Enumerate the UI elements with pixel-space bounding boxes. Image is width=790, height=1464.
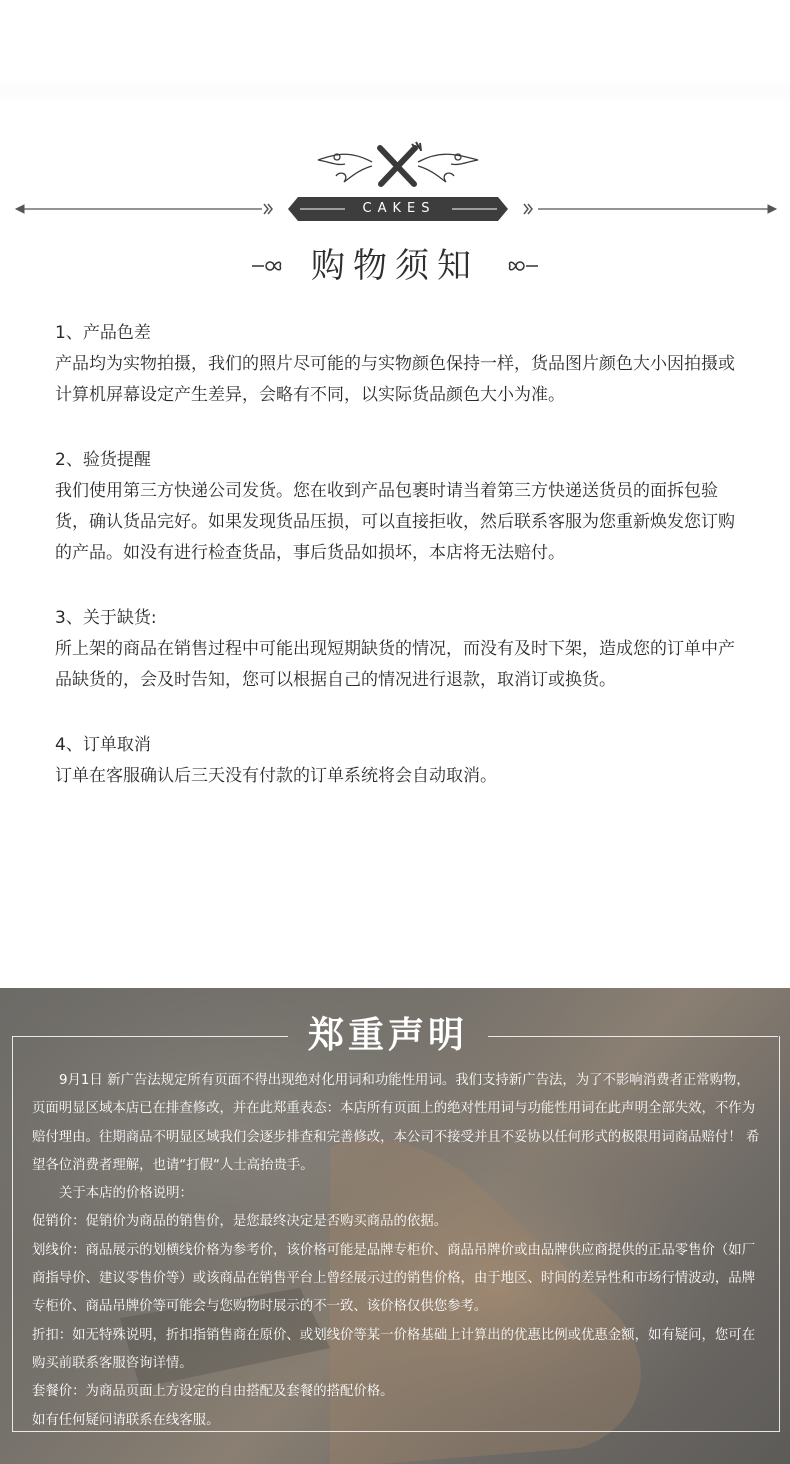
shopping-notice — [55, 318, 745, 826]
cakes-label: CAKES — [362, 201, 436, 216]
declaration-panel — [0, 988, 790, 1464]
declaration-paragraph: 划线价：商品展示的划横线价格为参考价，该价格可能是品牌专柜价、商品吊牌价或由品牌供应商提供的正品零售价（如厂商指导价、建议零售价等）或该商品在销售平台上曾经展示过的销售价格，由于地区、时间的差异性和市场行情波动，品牌专柜价、商品吊牌价等可能会与您购物时展示的不一致、该价格仅供您参考。 — [32, 1242, 756, 1315]
page-title: 购物须知 — [311, 246, 479, 286]
fork-knife-icon — [380, 142, 421, 184]
notice-body: 所上架的商品在销售过程中可能出现短期缺货的情况，而没有及时下架，造成您的订单中产品缺货的，会及时告知，您可以根据自己的情况进行退款，取消订或换货。 — [55, 639, 735, 690]
price-explanation-heading: 关于本店的价格说明： — [59, 1186, 193, 1202]
section-title — [0, 238, 790, 294]
notice-section — [55, 730, 745, 792]
declaration-text — [32, 1067, 762, 1435]
declaration-paragraph: 折扣：如无特殊说明，折扣指销售商在原价、或划线价等某一价格基础上计算出的优惠比例或优惠金额，如有疑问，您可在购买前联系客服咨询详情。 — [32, 1327, 756, 1371]
notice-body: 我们使用第三方快递公司发货。您在收到产品包裹时请当着第三方快递送货员的面拆包验货，确认货品完好。如果发现货品压损，可以直接拒收，然后联系客服为您重新焕发您订购的产品。如没有进行检查货品，事后货品如损坏，本店将无法赔付。 — [55, 481, 735, 563]
declaration-paragraph: 如有任何疑问请联系在线客服。 — [32, 1412, 220, 1428]
left-arrow-line — [16, 204, 272, 214]
declaration-paragraph: 促销价：促销价为商品的销售价，是您最终决定是否购买商品的依据。 — [32, 1214, 448, 1230]
notice-body: 订单在客服确认后三天没有付款的订单系统将会自动取消。 — [55, 766, 497, 786]
declaration-paragraph: 9月1日 新广告法规定所有页面不得出现绝对化用词和功能性用词。我们支持新广告法，为了不影响消费者正常购物，页面明显区域本店已在排查修改，并在此郑重表态：本店所有页面上的绝对性用词与功能性用词在此声明全部失效，不作为赔付理由。往期商品不明显区域我们会逐步排查和完善修改，本公司不接受并且不妥协以任何形式的极限用词商品赔付！ 希望各位消费者理解，也请“打假“人士高抬贵手。 — [32, 1073, 760, 1173]
right-arrow-line — [524, 204, 776, 214]
notice-body: 产品均为实物拍摄，我们的照片尽可能的与实物颜色保持一样，货品图片颜色大小因拍摄或计算机屏幕设定产生差异，会略有不同，以实际货品颜色大小为准。 — [55, 354, 735, 405]
notice-section — [55, 318, 745, 411]
notice-heading: 1、产品色差 — [55, 323, 151, 343]
left-flourish-icon — [318, 154, 372, 182]
top-background-band — [0, 0, 790, 130]
notice-heading: 3、关于缺货: — [55, 608, 157, 628]
right-flourish-icon — [418, 154, 478, 182]
declaration-title: 郑重声明 — [307, 1015, 468, 1056]
notice-heading: 4、订单取消 — [55, 735, 151, 755]
notice-section — [55, 603, 745, 696]
declaration-paragraph: 套餐价：为商品页面上方设定的自由搭配及套餐的搭配价格。 — [32, 1384, 394, 1400]
right-ornament-icon — [506, 254, 540, 278]
notice-section — [55, 445, 745, 569]
left-ornament-icon — [250, 254, 284, 278]
notice-heading: 2、验货提醒 — [55, 450, 151, 470]
